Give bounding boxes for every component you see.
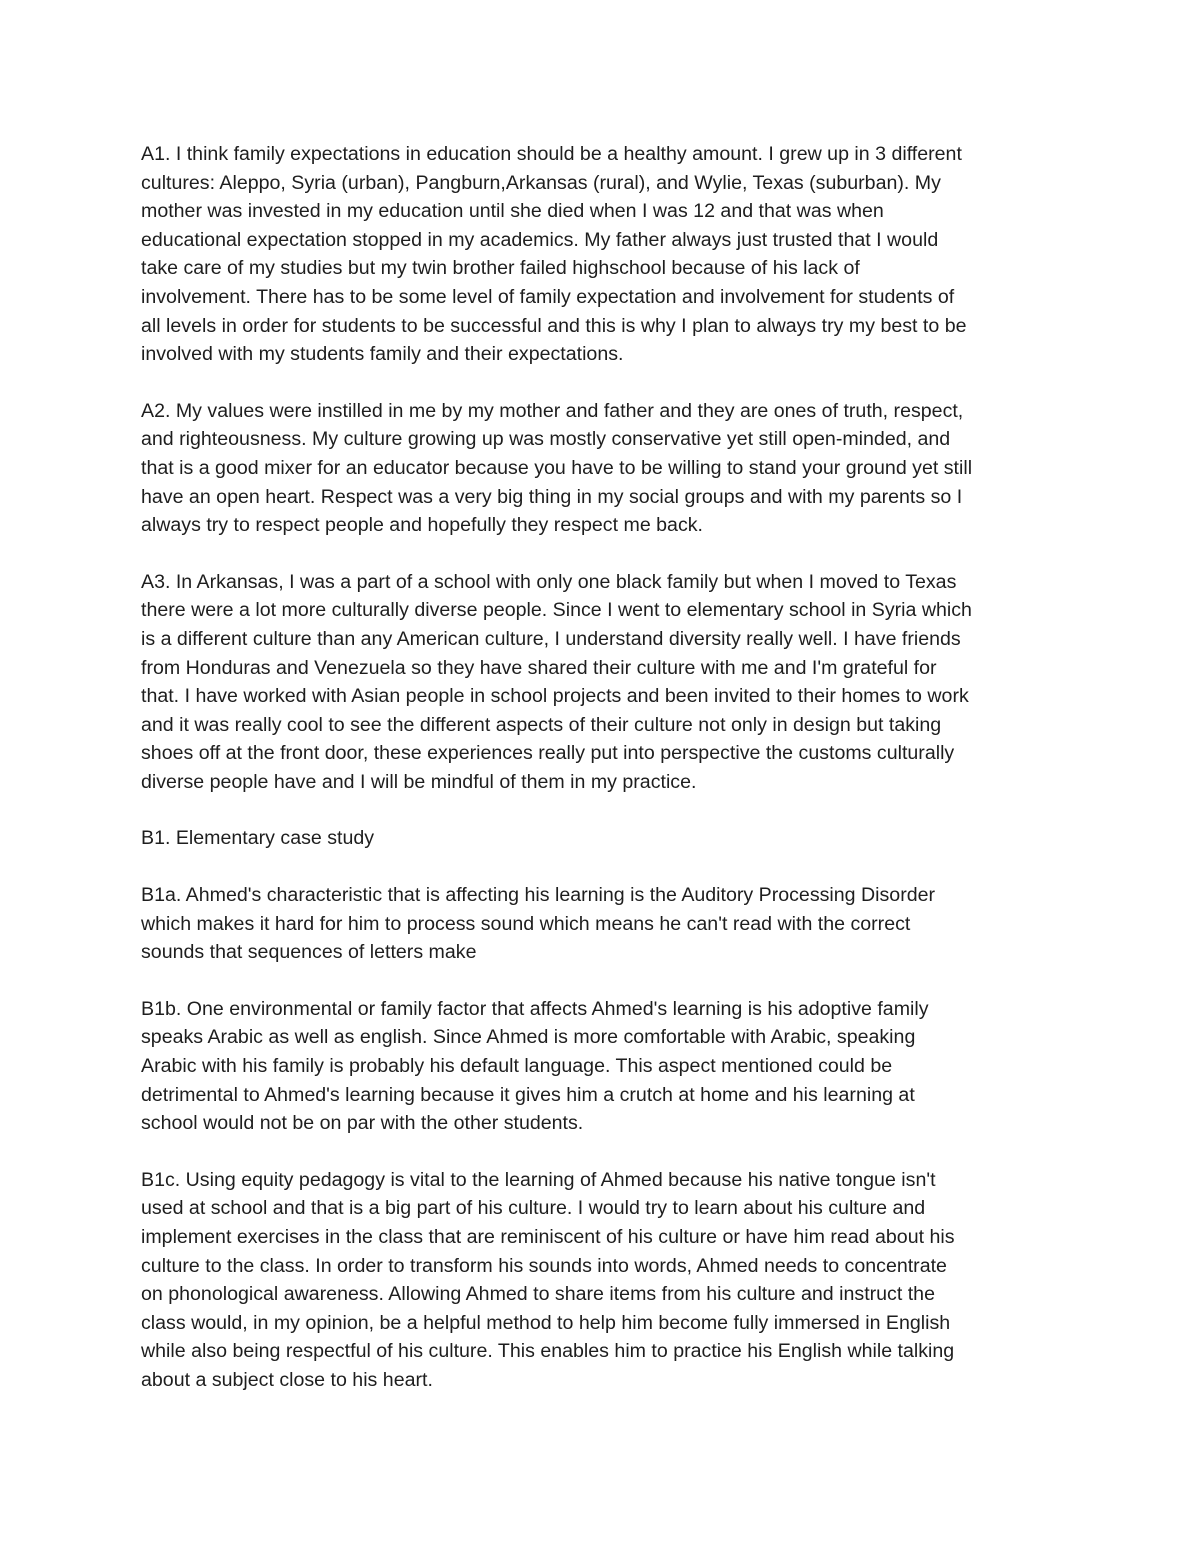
document-body	[141, 140, 1071, 1423]
paragraph-b1c: B1c. Using equity pedagogy is vital to the learning of Ahmed because his native tongue isn't used at school and that is a big part of his culture. I would try to learn about his culture and implement exercises in the class that are reminiscent of his culture or have him read about his culture to the class. In order to transform his sounds into words, Ahmed needs to concentrate on phonological awareness. Allowing Ahmed to share items from his culture and instruct the class would, in my opinion, be a helpful method to help him become fully immersed in English while also being respectful of his culture. This enables him to practice his English while talking about a subject close to his heart.	[141, 1168, 955, 1391]
paragraph-b1a: B1a. Ahmed's characteristic that is affecting his learning is the Auditory Processing Disorder which makes it hard for him to process sound which means he can't read with the correct sounds that sequences of letters make	[141, 884, 936, 964]
section-heading-b1: B1. Elementary case study	[141, 827, 375, 850]
paragraph-a3: A3. In Arkansas, I was a part of a school with only one black family but when I moved to Texas there were a lot more culturally diverse people. Since I went to elementary school in Syria which is a different culture than any American culture, I understand diversity really well. I have friends from Honduras and Venezuela so they have shared their culture with me and I'm grateful for that. I have worked with Asian people in school projects and been invited to their homes to work and it was really cool to see the different aspects of their culture not only in design but taking shoes off at the front door, these experiences really put into perspective the customs culturally diverse people have and I will be mindful of them in my practice.	[141, 570, 972, 793]
paragraph-a1: A1. I think family expectations in education should be a healthy amount. I grew up in 3 different cultures: Aleppo, Syria (urban), Pangburn,Arkansas (rural), and Wylie, Texas (suburban). My mother was invested in my education until she died when I was 12 and that was when educational expectation stopped in my academics. My father always just trusted that I would take care of my studies but my twin brother failed highschool because of his lack of involvement. There has to be some level of family expectation and involvement for students of all levels in order for students to be successful and this is why I plan to always try my best to be involved with my students family and their expectations.	[141, 143, 967, 366]
paragraph-b1b: B1b. One environmental or family factor that affects Ahmed's learning is his adoptive family speaks Arabic as well as english. Since Ahmed is more comfortable with Arabic, speaking Arabic with his family is probably his default language. This aspect mentioned could be detrimental to Ahmed's learning because it gives him a crutch at home and his learning at school would not be on par with the other students.	[141, 997, 929, 1135]
paragraph-a2: A2. My values were instilled in me by my mother and father and they are ones of truth, respect, and righteousness. My culture growing up was mostly conservative yet still open-minded, and that is a good mixer for an educator because you have to be willing to stand your ground yet still have an open heart. Respect was a very big thing in my social groups and with my parents so I always try to respect people and hopefully they respect me back.	[141, 399, 973, 537]
